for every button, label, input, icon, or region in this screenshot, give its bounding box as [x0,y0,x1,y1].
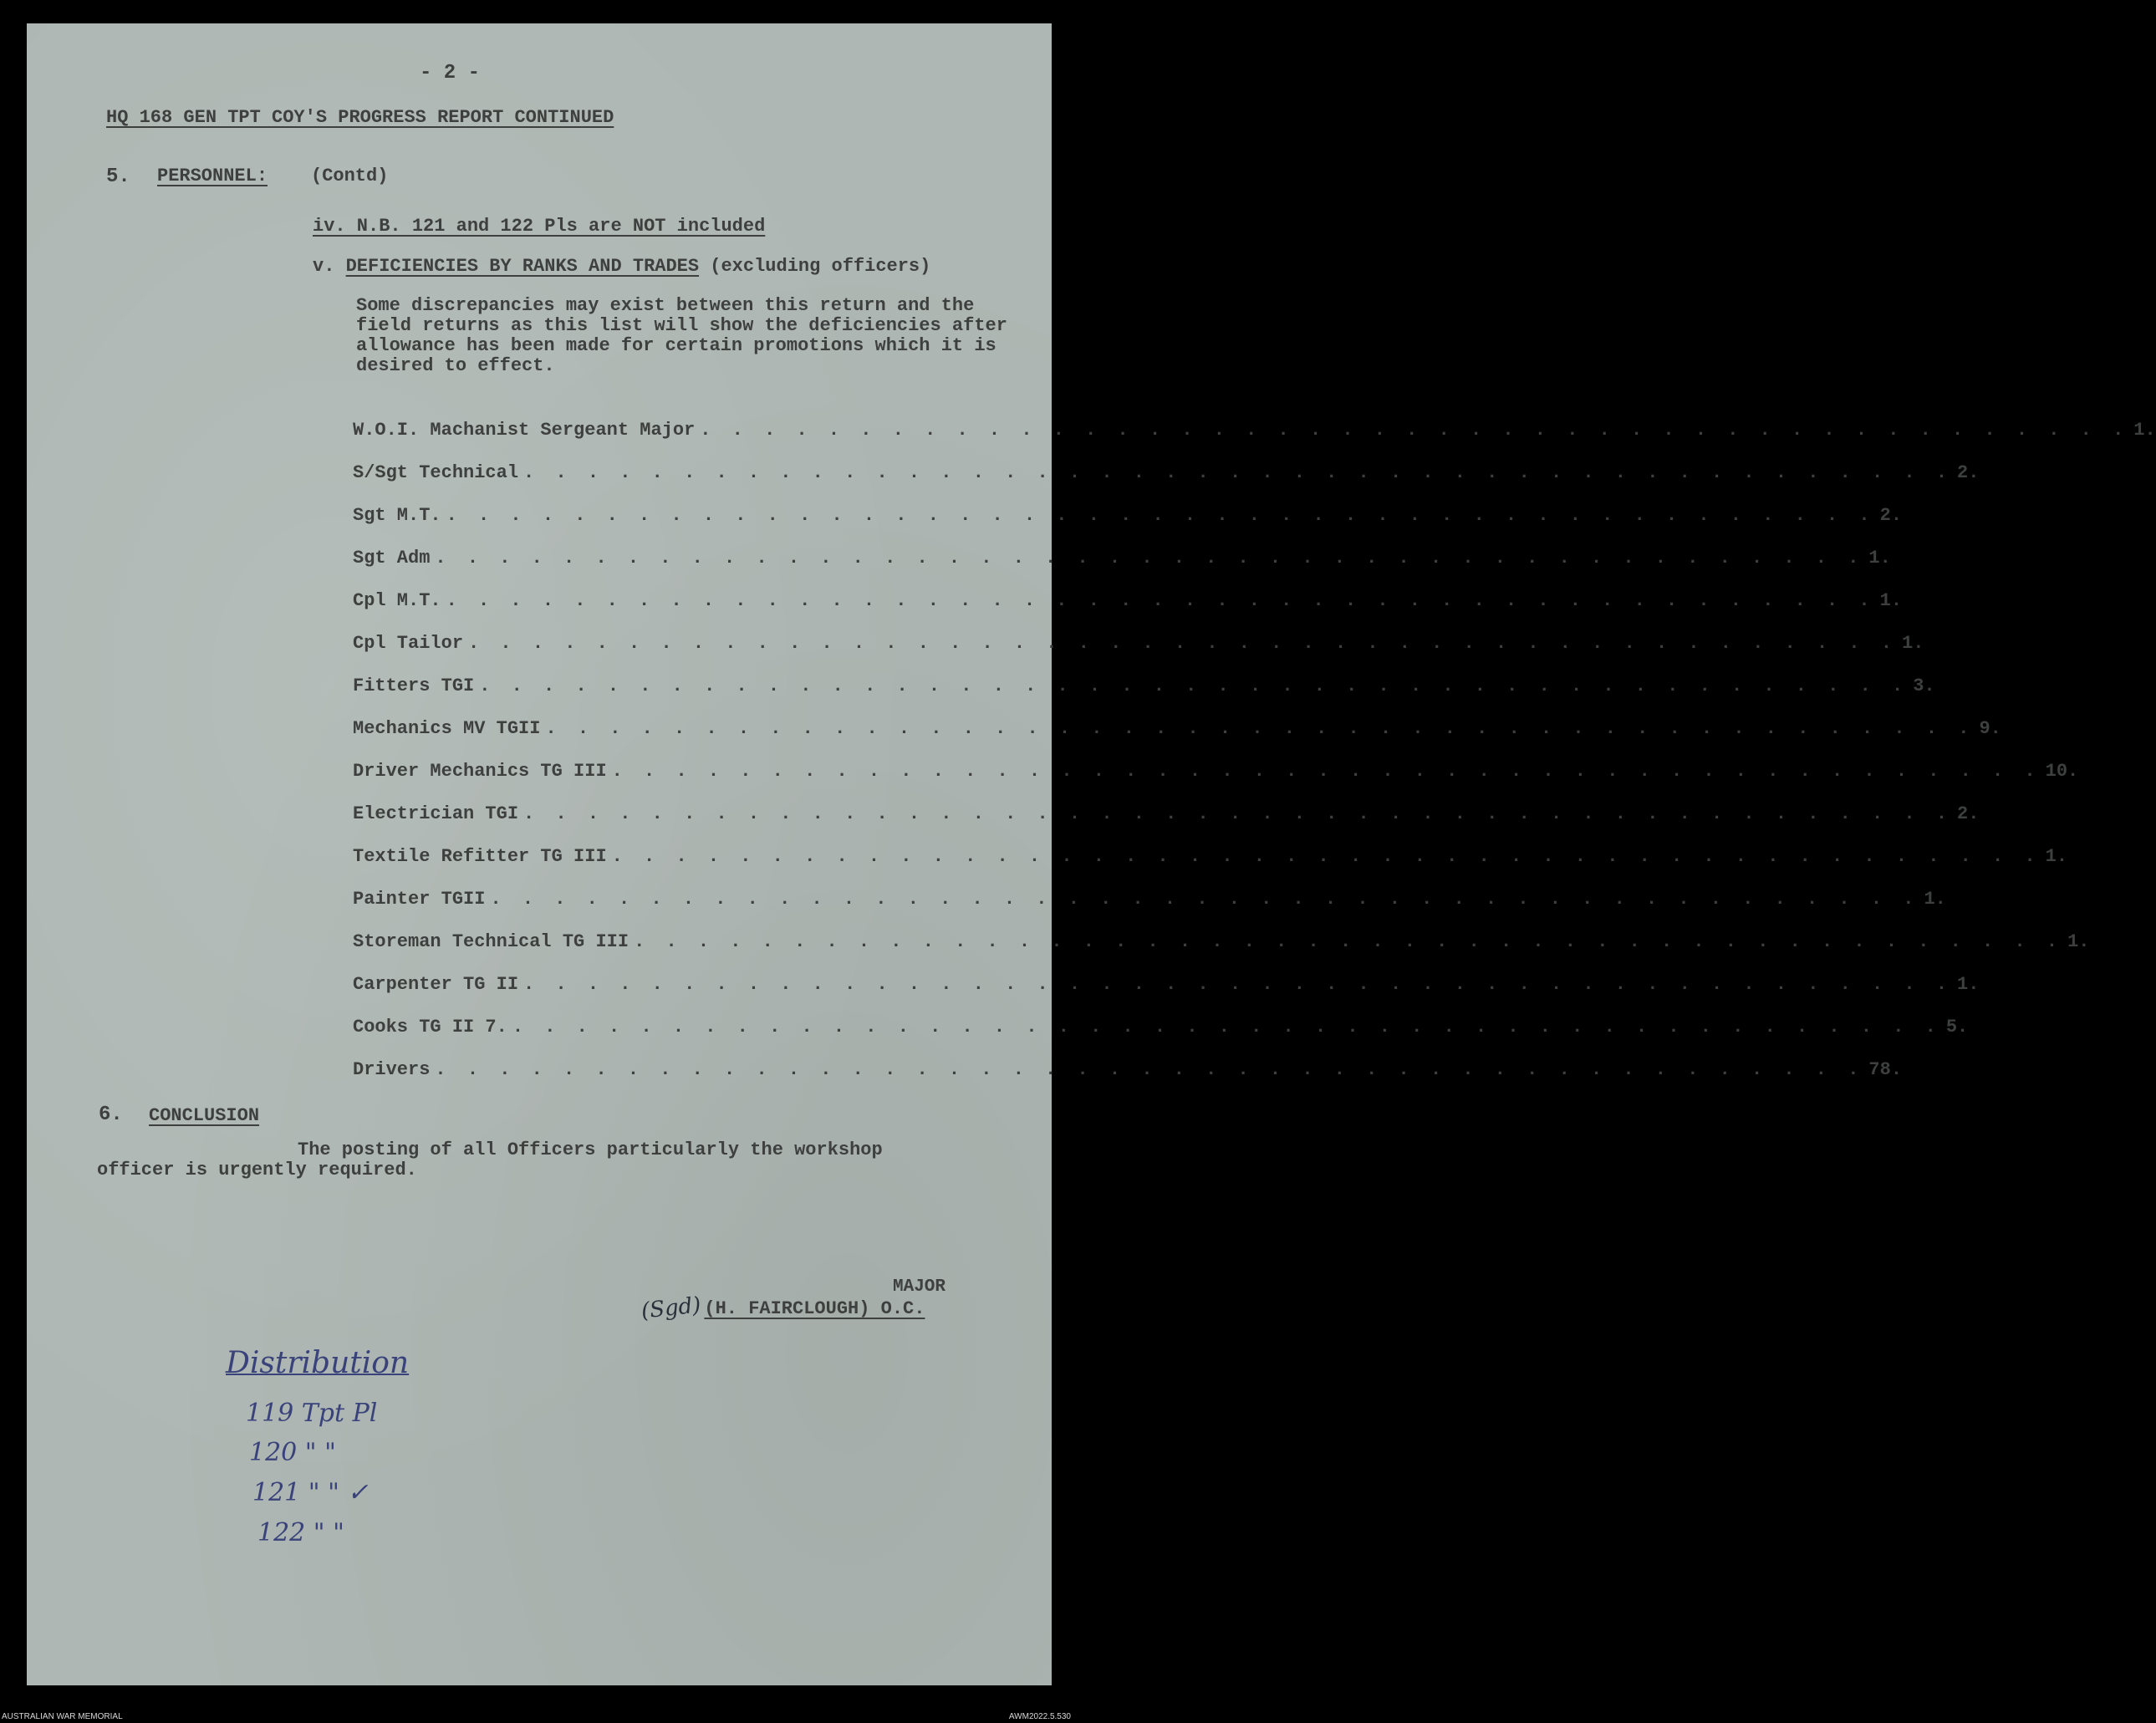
deficiency-row [353,505,1903,526]
deficiency-rank: Drivers [353,1059,431,1080]
deficiency-row [353,718,2001,739]
document-heading: HQ 168 GEN TPT COY'S PROGRESS REPORT CONTINUED [106,107,614,128]
dot-leader: . . . . . . . . . . . . . . . . . . . . . . . . . . . . . . . . . . . . . . . . . . . . . [611,846,2041,867]
section-5-number: 5. [106,166,130,188]
item-v-title: DEFICIENCIES BY RANKS AND TRADES [345,256,700,277]
dot-leader: . . . . . . . . . . . . . . . . . . . . . . . . . . . . . . . . . . . . . . . . . . . . . [545,718,1975,739]
deficiency-note: Some discrepancies may exist between this return and the field returns as this list will show the deficiencies after allowance has been made for certain promotions which it is desired to effect. [356,295,1007,376]
item-v-number: v. [313,256,335,277]
distribution-line: 119 Tpt Pl [246,1399,378,1428]
deficiency-rank: Painter TGII [353,889,486,910]
deficiency-rank: W.O.I. Machanist Sergeant Major [353,420,696,441]
section-6-title: CONCLUSION [149,1105,260,1126]
footer-reference: AWM2022.5.530 [1008,1712,1071,1721]
deficiency-count: 9. [1979,718,2001,739]
deficiency-count: 10. [2045,761,2079,782]
deficiency-rank: Sgt Adm [353,548,431,568]
signature-rank: MAJOR [893,1277,946,1297]
dot-leader: . . . . . . . . . . . . . . . . . . . . . . . . . . . . . . . . . . . . . . . . . . . . . [446,590,1875,611]
section-6-number: 6. [99,1104,123,1126]
dot-leader: . . . . . . . . . . . . . . . . . . . . . . . . . . . . . . . . . . . . . . . . . . . . . [611,761,2041,782]
deficiency-row [353,846,2068,867]
dot-leader: . . . . . . . . . . . . . . . . . . . . . . . . . . . . . . . . . . . . . . . . . . . . . [446,505,1875,526]
signature-name: (H. FAIRCLOUGH) O.C. [704,1297,925,1319]
deficiency-count: 5. [1945,1017,1969,1037]
dot-leader: . . . . . . . . . . . . . . . . . . . . . . . . . . . . . . . . . . . . . . . . . . . . . [523,803,1953,824]
conclusion-body: The posting of all Officers particularly the workshop officer is urgently required. [97,1139,883,1180]
item-iv: iv. N.B. 121 and 122 Pls are NOT included [313,216,766,237]
conclusion-text [97,1140,933,1180]
deficiency-count: 2. [1879,505,1903,526]
distribution-line: 120 " " [249,1438,336,1467]
dot-leader: . . . . . . . . . . . . . . . . . . . . . . . . . . . . . . . . . . . . . . . . . . . . . [634,931,2063,952]
deficiency-row [353,889,1946,910]
deficiency-row [353,761,2079,782]
deficiency-rank: Storeman Technical TG III [353,931,629,952]
distribution-line: 122 " " [257,1518,344,1547]
deficiency-rank: Electrician TGI [353,803,519,824]
deficiency-rank: Cpl M.T. [353,590,441,611]
deficiency-count: 1. [2133,420,2156,441]
deficiency-count: 3. [1913,675,1935,696]
dot-leader: . . . . . . . . . . . . . . . . . . . . . . . . . . . . . . . . . . . . . . . . . . . . . [523,462,1953,483]
deficiency-rank: Fitters TGI [353,675,475,696]
deficiency-row [353,931,2090,952]
deficiency-row [353,420,2156,441]
deficiency-count: 2. [1957,462,1980,483]
deficiency-row [353,548,1891,568]
deficiency-count: 1. [1924,889,1946,910]
deficiency-count: 78. [1868,1059,1903,1080]
deficiency-rank: Driver Mechanics TG III [353,761,607,782]
page-number: - 2 - [420,62,481,84]
deficiency-row [353,1059,1903,1080]
section-5-title: PERSONNEL: [157,166,268,186]
deficiency-rank: Cooks TG II 7. [353,1017,507,1037]
footer-credit: AUSTRALIAN WAR MEMORIAL [2,1712,123,1721]
deficiency-count: 1. [1868,548,1891,568]
deficiency-row [353,974,1980,995]
deficiency-rank: Carpenter TG II [353,974,519,995]
deficiency-row [353,1017,1969,1037]
deficiency-row [353,462,1980,483]
deficiency-count: 1. [2045,846,2068,867]
deficiency-row [353,590,1903,611]
deficiency-row [353,633,1924,654]
dot-leader: . . . . . . . . . . . . . . . . . . . . . . . . . . . . . . . . . . . . . . . . . . . . . [435,1059,1864,1080]
deficiency-count: 1. [1902,633,1924,654]
deficiency-count: 1. [1957,974,1980,995]
dot-leader: . . . . . . . . . . . . . . . . . . . . . . . . . . . . . . . . . . . . . . . . . . . . . [479,675,1909,696]
distribution-line: 121 " " ✓ [252,1478,369,1507]
deficiency-count: 1. [2067,931,2090,952]
deficiency-rank: Mechanics MV TGII [353,718,541,739]
dot-leader: . . . . . . . . . . . . . . . . . . . . . . . . . . . . . . . . . . . . . . . . . . . . . [435,548,1864,568]
deficiency-rank: Textile Refitter TG III [353,846,607,867]
dot-leader: . . . . . . . . . . . . . . . . . . . . . . . . . . . . . . . . . . . . . . . . . . . . . [468,633,1898,654]
deficiency-rank: Cpl Tailor [353,633,464,654]
section-5-contd: (Contd) [311,166,389,186]
item-v [313,256,930,277]
distribution-title: Distribution [226,1346,410,1380]
document-page [27,23,2156,1685]
deficiency-rank: S/Sgt Technical [353,462,519,483]
signed-mark: (Sgd) [640,1292,702,1324]
deficiency-count: 2. [1957,803,1980,824]
deficiency-row [353,675,1935,696]
deficiency-row [353,803,1980,824]
deficiency-rank: Sgt M.T. [353,505,441,526]
dot-leader: . . . . . . . . . . . . . . . . . . . . . . . . . . . . . . . . . . . . . . . . . . . . . [512,1017,1941,1037]
dot-leader: . . . . . . . . . . . . . . . . . . . . . . . . . . . . . . . . . . . . . . . . . . . . . [490,889,1919,910]
dot-leader: . . . . . . . . . . . . . . . . . . . . . . . . . . . . . . . . . . . . . . . . . . . . . [700,420,2129,441]
deficiency-count: 1. [1879,590,1903,611]
signature-block [640,1292,925,1324]
item-v-suffix: (excluding officers) [710,256,931,277]
dot-leader: . . . . . . . . . . . . . . . . . . . . . . . . . . . . . . . . . . . . . . . . . . . . . [523,974,1953,995]
